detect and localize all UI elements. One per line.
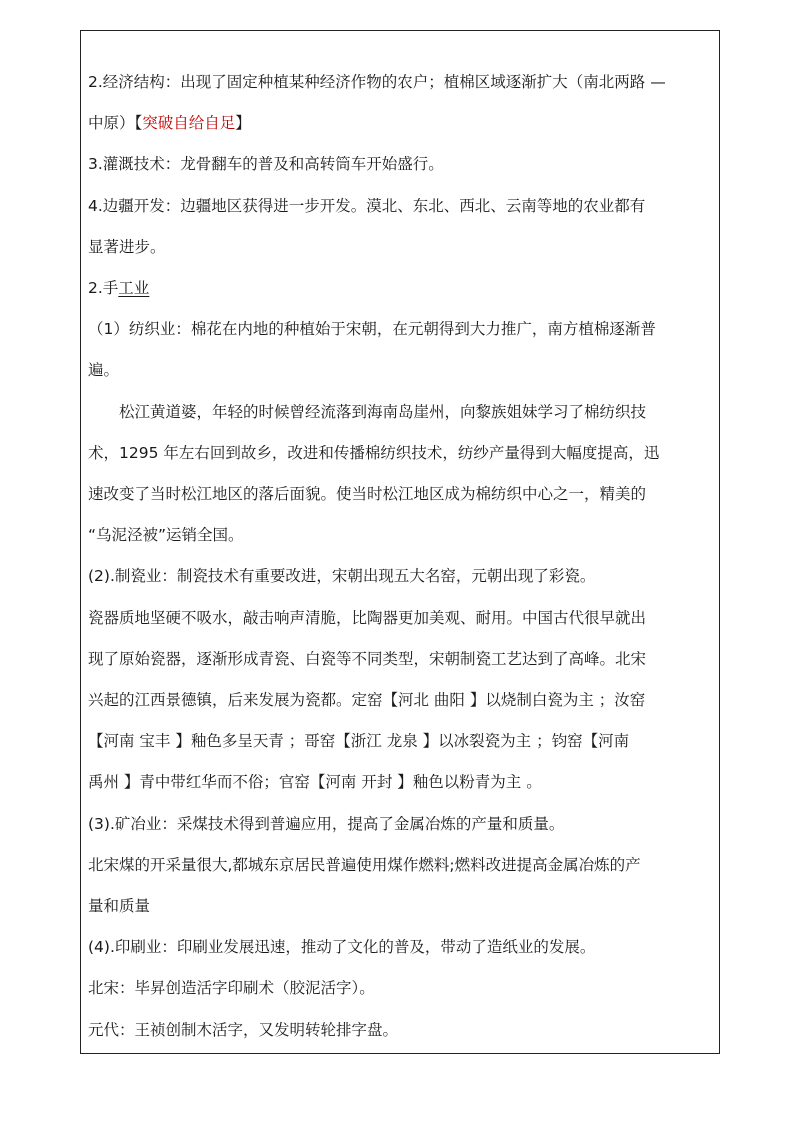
text-line: (2).制瓷业：制瓷技术有重要改进，宋朝出现五大名窑，元朝出现了彩瓷。 [88,567,596,586]
bracket-open: 【 [134,114,143,133]
text-line: 北宋：毕昇创造活字印刷术（胶泥活字）。 [88,979,375,998]
text-line: 速改变了当时松江地区的落后面貌。使当时松江地区成为棉纺织中心之一，精美的 [88,485,647,504]
text-line: “乌泥泾被”运销全国。 [88,526,244,545]
text-line: (4).印刷业：印刷业发展迅速，推动了文化的普及，带动了造纸业的发展。 [88,938,596,957]
bracket-close: 】 [235,114,251,133]
text-line: （1）纺织业：棉花在内地的种植始于宋朝，在元朝得到大力推广，南方植棉逐渐普 [88,320,656,339]
section-heading [88,268,718,309]
text-line: 【河南 宝丰 】釉色多呈天青 ；哥窑【浙江 龙泉 】以冰裂瓷为主 ；钧窑【河南 [88,732,630,751]
heading-prefix: 2.手 [88,279,119,298]
text-line: (3).矿冶业：采煤技术得到普遍应用，提高了金属冶炼的产量和质量。 [88,814,565,833]
text-line: 兴起的江西景德镇，后来发展为瓷都。定窑【河北 曲阳 】以烧制白瓷为主 ；汝窑 [88,691,646,710]
text-line: 遍。 [88,361,120,380]
text-line: 北宋煤的开采量很大,都城东京居民普遍使用煤作燃料;燃料改进提高金属冶炼的产 [88,855,641,874]
document-body [88,62,718,1051]
text-line: 3.灌溉技术：龙骨翻车的普及和高转筒车开始盛行。 [88,155,444,174]
heading-underlined: 工业 [118,279,150,298]
text-fragment: 中原） [88,114,135,133]
text-line [88,103,718,144]
text-line: 松江黄道婆，年轻的时候曾经流落到海南岛崖州，向黎族姐妹学习了棉纺织技 [119,402,647,421]
text-line: 术，1295 年左右回到故乡，改进和传播棉纺织技术，纺纱产量得到大幅度提高，迅 [88,443,660,462]
text-line: 瓷器质地坚硬不吸水，敲击响声清脆，比陶器更加美观、耐用。中国古代很早就出 [88,608,647,627]
text-line: 现了原始瓷器，逐渐形成青瓷、白瓷等不同类型，宋朝制瓷工艺达到了高峰。北宋 [88,649,647,668]
text-line: 4.边疆开发：边疆地区获得进一步开发。漠北、东北、西北、云南等地的农业都有 [88,196,646,215]
text-line: 元代：王祯创制木活字，又发明转轮排字盘。 [88,1020,399,1039]
text-line: 量和质量 [88,897,151,916]
text-line: 禹州 】青中带红华而不俗；官窑【河南 开封 】釉色以粉青为主 。 [88,773,542,792]
text-line: 2.经济结构：出现了固定种植某种经济作物的农户；植棉区域逐渐扩大（南北两路 — [88,73,666,91]
text-line: 显著进步。 [88,237,166,256]
highlighted-text: 突破自给自足 [142,114,236,133]
